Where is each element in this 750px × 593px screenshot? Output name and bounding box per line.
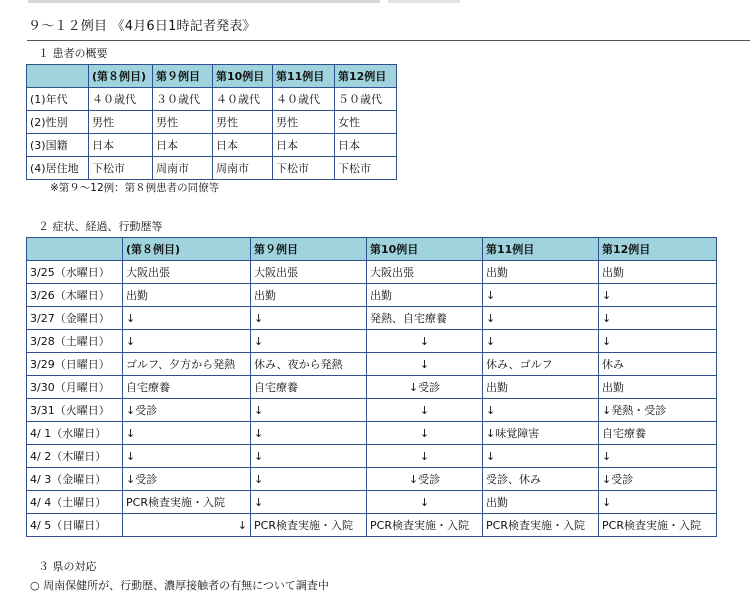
table-cell: 日本 [213,134,273,157]
table-row [27,330,717,353]
table-cell: 日本 [335,134,397,157]
table-cell: ↓ [599,445,717,468]
table-cell: 受診、休み [483,468,599,491]
table-cell: 男性 [213,111,273,134]
date-cell: 4/ 3（金曜日） [27,468,123,491]
date-cell: 4/ 4（土曜日） [27,491,123,514]
table-row [27,422,717,445]
table-row [27,157,397,180]
table-cell: 出勤 [483,491,599,514]
table-cell: ↓受診 [367,468,483,491]
table-cell: ↓ [599,491,717,514]
table-row [27,111,397,134]
table-row [27,134,397,157]
table-cell: 日本 [89,134,153,157]
table-cell: 下松市 [273,157,335,180]
header-cell [27,238,123,261]
table-cell: PCR検査実施・入院 [251,514,367,537]
header-cell: 第９例目 [153,65,213,88]
patient-overview-table [26,64,397,180]
table-cell: 下松市 [335,157,397,180]
table-cell: PCR検査実施・入院 [123,491,251,514]
table-cell: ↓味覚障害 [483,422,599,445]
table-cell: 出勤 [251,284,367,307]
response-item: ○ 周南保健所が、行動歴、濃厚接触者の有無について調査中 [30,579,329,592]
table-row [27,514,717,537]
table-cell: ↓ [251,399,367,422]
table-cell: 周南市 [153,157,213,180]
table-cell: 大阪出張 [123,261,251,284]
table-cell: ↓ [251,445,367,468]
table-cell: ↓ [251,491,367,514]
table-cell: 自宅療養 [599,422,717,445]
table-cell: ↓ [123,330,251,353]
table-row [27,284,717,307]
table-cell: 日本 [273,134,335,157]
table-cell: 出勤 [599,261,717,284]
header-cell: (第８例目) [123,238,251,261]
table-cell: 自宅療養 [123,376,251,399]
footnote: ※第９～12例：第８例患者の同僚等 [50,182,220,194]
table-cell: ↓ [367,491,483,514]
table-cell: 発熱、自宅療養 [367,307,483,330]
table-cell: 出勤 [483,261,599,284]
header-cell: 第10例目 [213,65,273,88]
table-row [27,261,717,284]
table-row [27,399,717,422]
table-cell: 休み、夜から発熱 [251,353,367,376]
table-cell: ４０歳代 [213,88,273,111]
page-heading: ９～１２例目 《4月6日1時記者発表》 [28,19,256,34]
table-cell: 下松市 [89,157,153,180]
table-cell: ↓ [367,422,483,445]
table-cell: ↓ [251,307,367,330]
date-cell: 3/27（金曜日） [27,307,123,330]
header-cell: 第12例目 [599,238,717,261]
table-cell: ↓ [251,330,367,353]
table-cell: PCR検査実施・入院 [483,514,599,537]
table-cell: ↓受診 [123,468,251,491]
table-cell: ↓受診 [123,399,251,422]
table-cell: ↓ [599,307,717,330]
date-cell: 3/29（日曜日） [27,353,123,376]
table-cell: ↓ [367,445,483,468]
table-cell: ↓ [367,330,483,353]
table-row [27,307,717,330]
table-cell: ４０歳代 [89,88,153,111]
table-cell: 大阪出張 [367,261,483,284]
date-cell: 4/ 5（日曜日） [27,514,123,537]
header-cell: (第８例目) [89,65,153,88]
table-cell: ↓ [367,399,483,422]
date-cell: 3/25（水曜日） [27,261,123,284]
cropped-title-remnant [28,0,380,3]
table-cell: ↓ [367,353,483,376]
header-cell: 第11例目 [273,65,335,88]
header-cell: 第10例目 [367,238,483,261]
table-header-row [27,238,717,261]
table-cell: ↓ [599,284,717,307]
header-cell: 第12例目 [335,65,397,88]
table-cell: 休み、ゴルフ [483,353,599,376]
table-cell: 大阪出張 [251,261,367,284]
table-cell: 日本 [153,134,213,157]
table-cell: ↓ [123,307,251,330]
table-row [27,88,397,111]
heading-rule [27,40,750,41]
table-cell: 休み [599,353,717,376]
row-label: (1)年代 [27,88,89,111]
table-cell: ↓ [123,514,251,537]
table-cell: 周南市 [213,157,273,180]
table-cell: ↓ [123,445,251,468]
table-cell: ４０歳代 [273,88,335,111]
header-cell: 第９例目 [251,238,367,261]
table-cell: 男性 [153,111,213,134]
table-cell: 出勤 [599,376,717,399]
table-row [27,468,717,491]
table-header-row [27,65,397,88]
table-cell: 出勤 [123,284,251,307]
table-row [27,376,717,399]
table-cell: ↓ [483,399,599,422]
table-cell: 出勤 [483,376,599,399]
table-row [27,445,717,468]
table-cell: ↓ [483,307,599,330]
table-cell: 男性 [273,111,335,134]
table-cell: 自宅療養 [251,376,367,399]
table-row [27,491,717,514]
date-cell: 3/26（木曜日） [27,284,123,307]
table-cell: ３０歳代 [153,88,213,111]
date-cell: 3/30（月曜日） [27,376,123,399]
table-cell: ↓ [599,330,717,353]
table-cell: ↓発熱・受診 [599,399,717,422]
table-cell: PCR検査実施・入院 [367,514,483,537]
section-title-2: ２ 症状、経過、行動歴等 [38,220,163,233]
row-label: (4)居住地 [27,157,89,180]
cropped-title-remnant [388,0,460,3]
date-cell: 3/31（火曜日） [27,399,123,422]
table-cell: 出勤 [367,284,483,307]
table-cell: 男性 [89,111,153,134]
header-cell: 第11例目 [483,238,599,261]
table-cell: ↓ [483,330,599,353]
section-title-3: ３ 県の対応 [38,560,97,573]
table-row [27,353,717,376]
date-cell: 4/ 1（水曜日） [27,422,123,445]
table-cell: PCR検査実施・入院 [599,514,717,537]
row-label: (2)性別 [27,111,89,134]
date-cell: 3/28（土曜日） [27,330,123,353]
table-cell: ↓受診 [599,468,717,491]
table-cell: ↓ [251,422,367,445]
date-cell: 4/ 2（木曜日） [27,445,123,468]
table-cell: ↓ [251,468,367,491]
timeline-table [26,237,717,537]
table-cell: 女性 [335,111,397,134]
table-cell: ↓ [483,284,599,307]
table-cell: ゴルフ、夕方から発熱 [123,353,251,376]
table-cell: ↓ [123,422,251,445]
table-cell: ↓受診 [367,376,483,399]
table-cell: ５０歳代 [335,88,397,111]
row-label: (3)国籍 [27,134,89,157]
section-title-1: １ 患者の概要 [38,47,108,60]
header-cell [27,65,89,88]
table-cell: ↓ [483,445,599,468]
